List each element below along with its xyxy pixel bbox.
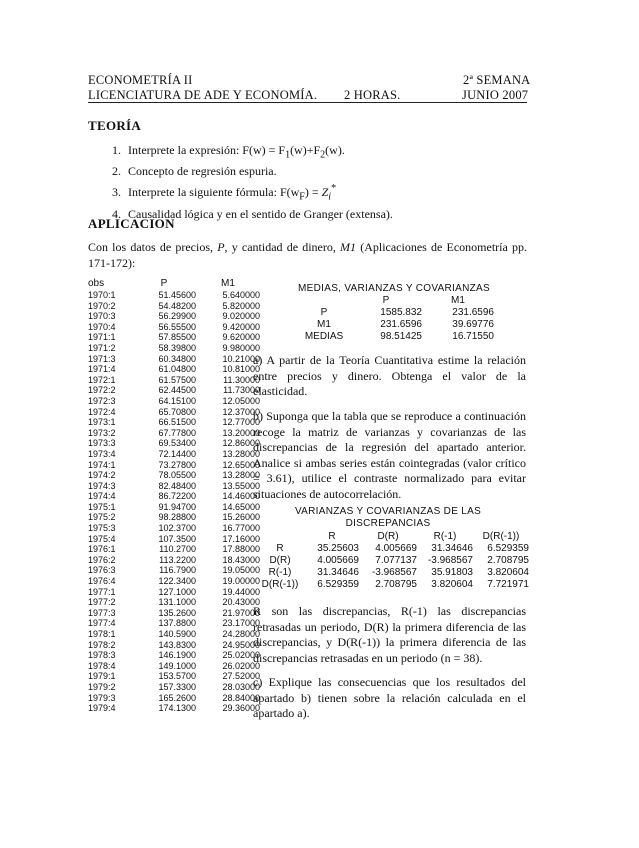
var-cell: 7.077137: [375, 555, 417, 566]
data-table-row: [88, 544, 260, 555]
money-cell: 17.88000: [222, 544, 260, 555]
var-row-label: D(R): [269, 555, 291, 566]
var-cell: 2.708795: [487, 555, 529, 566]
obs-period-cell: 1976:3: [88, 565, 116, 576]
stats-table: [298, 295, 494, 343]
obs-period-cell: 1978:4: [88, 660, 116, 671]
var-table-row: [255, 579, 529, 591]
money-cell: 9.420000: [222, 321, 260, 332]
stats-row-label: P: [320, 307, 328, 318]
price-cell: 57.85500: [158, 332, 196, 343]
application-intro: Con los datos de precios, P, y cantidad de dinero, M1 (Aplicaciones de Econometría pp. 171-172):: [88, 240, 527, 270]
obs-period-cell: 1970:4: [88, 321, 116, 332]
data-table-row: [88, 396, 260, 407]
money-cell: 24.95000: [222, 639, 260, 650]
money-cell: 14.65000: [222, 501, 260, 512]
price-cell: 91.94700: [158, 501, 196, 512]
obs-period-cell: 1974:1: [88, 459, 116, 470]
obs-period-cell: 1979:2: [88, 681, 116, 692]
price-cell: 86.72200: [158, 491, 196, 502]
money-cell: 24.28000: [222, 629, 260, 639]
var-row-label: R: [276, 543, 284, 554]
obs-period-cell: 1976:4: [88, 576, 116, 587]
price-cell: 146.1900: [158, 650, 196, 661]
price-cell: 122.3400: [158, 576, 196, 587]
money-cell: 29.36000: [222, 703, 260, 714]
data-table-row: [88, 343, 260, 354]
obs-period-cell: 1975:4: [88, 533, 116, 544]
theory-questions: [104, 142, 393, 223]
obs-period-cell: 1972:4: [88, 406, 116, 417]
stats-row-label: M1: [317, 319, 331, 330]
price-cell: 56.29900: [158, 311, 196, 322]
money-cell: 21.97000: [222, 607, 260, 618]
money-cell: 9.620000: [222, 332, 260, 343]
price-cell: 61.57500: [158, 374, 196, 385]
obs-period-cell: 1971:4: [88, 364, 116, 375]
price-cell: 60.34800: [158, 353, 196, 364]
col-header-m1: M1: [221, 278, 235, 289]
course-title: ECONOMETRÍA II: [88, 73, 193, 87]
price-cell: 149.1000: [158, 660, 196, 671]
money-cell: 12.77000: [222, 417, 260, 428]
money-cell: 15.26000: [222, 512, 260, 523]
var-cell: -3.968567: [427, 555, 473, 566]
money-cell: 11.73000: [223, 385, 260, 396]
data-table-row: [88, 385, 260, 396]
price-cell: 116.7900: [159, 565, 196, 576]
var-table-row: [255, 543, 529, 555]
money-cell: 25.02000: [222, 650, 260, 661]
money-cell: 18.43000: [222, 554, 260, 565]
question-c: c) Explique las consecuencias que los resultados del apartado b) tienen sobre la relación calculada en el apartado a).: [253, 675, 526, 720]
var-cell: 6.529359: [317, 579, 359, 590]
price-cell: 58.39800: [158, 342, 196, 353]
money-cell: 9.980000: [222, 342, 260, 353]
data-table-row: [88, 640, 260, 651]
money-cell: 5.640000: [222, 290, 260, 300]
money-cell: 13.28000: [222, 470, 260, 481]
price-cell: 54.48200: [158, 300, 196, 311]
obs-period-cell: 1979:1: [88, 671, 116, 682]
obs-period-cell: 1970:2: [88, 300, 116, 311]
data-table-row: [88, 460, 260, 471]
obs-period-cell: 1975:2: [88, 512, 116, 523]
obs-period-cell: 1972:1: [88, 374, 116, 385]
stats-cell: 16.71550: [452, 331, 494, 342]
obs-period-cell: 1977:2: [88, 597, 116, 608]
obs-period-cell: 1971:2: [88, 342, 116, 353]
data-table-row: [88, 481, 260, 492]
discrepancy-note: R son las discrepancias, R(-1) las discrepancias retrasadas un periodo, D(R) la primera diferencia de las discrepancias, y D(R(-1)) la primera diferencia de las discrepancias retrasadas en un periodo (n = 38).: [253, 604, 526, 665]
money-cell: 13.55000: [222, 480, 260, 491]
stats-cell: 231.6596: [452, 307, 494, 318]
data-table-row: [88, 502, 260, 513]
price-cell: 61.04800: [158, 364, 196, 375]
duration-label: 2 HORAS.: [344, 88, 401, 102]
price-cell: 157.3300: [158, 681, 196, 692]
var-cell: 7.721971: [487, 579, 529, 590]
data-table-row: [88, 650, 260, 661]
obs-period-cell: 1979:4: [88, 703, 116, 714]
price-cell: 78.05500: [158, 470, 196, 481]
discrepancy-var-table: [255, 531, 529, 591]
obs-period-cell: 1978:3: [88, 650, 116, 661]
data-table-row: [88, 375, 260, 386]
theory-question-3: 3. Interprete la siguiente fórmula: $F(w_F) = Z_i^*$: [124, 180, 393, 205]
price-cell: 174.1300: [158, 703, 196, 714]
price-cell: 72.14400: [158, 448, 196, 459]
data-table-row: [88, 428, 260, 439]
degree-label: LICENCIATURA DE ADE Y ECONOMÍA.: [88, 88, 318, 102]
money-cell: 12.37000: [222, 406, 260, 417]
stats-cell: 39.69776: [452, 319, 494, 330]
obs-period-cell: 1970:1: [88, 290, 116, 300]
data-table-row: [88, 449, 260, 460]
price-cell: 51.45600: [158, 290, 196, 300]
obs-period-cell: 1975:1: [88, 501, 116, 512]
data-table-row: [88, 523, 260, 534]
price-cell: 73.27800: [158, 459, 196, 470]
obs-period-cell: 1974:3: [88, 480, 116, 491]
money-cell: 19.44000: [222, 586, 260, 597]
money-cell: 19.00000: [222, 576, 260, 587]
obs-period-cell: 1975:3: [88, 523, 116, 534]
theory-question-1: 1. Interprete la expresión: $F(w) = F_1(w)+F_2(w)$.: [124, 142, 393, 163]
data-table-row: [88, 682, 260, 693]
data-table-row: [88, 438, 260, 449]
data-table-row: [88, 290, 260, 301]
var-cell: 3.820604: [431, 579, 473, 590]
stats-cell: 231.6596: [380, 319, 422, 330]
money-cell: 23.17000: [222, 618, 260, 629]
price-cell: 62.44500: [158, 385, 196, 396]
price-cell: 135.2600: [158, 607, 196, 618]
stats-row-label: MEDIAS: [304, 331, 344, 342]
header-rule: [88, 102, 527, 103]
var-header: R(-1): [433, 531, 457, 542]
var-header: D(R(-1)): [482, 531, 520, 542]
var-cell: 35.91803: [431, 567, 473, 578]
var-row-label: D(R(-1)): [261, 579, 299, 590]
var-header: D(R): [377, 531, 399, 542]
stats-row: [298, 331, 494, 343]
price-cell: 143.8300: [158, 639, 196, 650]
stats-cell: 1585.832: [380, 307, 422, 318]
theory-question-4: 4. Causalidad lógica y en el sentido de Granger (extensa).: [124, 206, 393, 223]
exam-date: JUNIO 2007: [462, 88, 529, 102]
money-cell: 13.20000: [222, 427, 260, 438]
obs-period-cell: 1971:3: [88, 353, 116, 364]
stats-table-header: [298, 295, 494, 307]
price-cell: 113.2200: [159, 554, 196, 565]
obs-period-cell: 1977:1: [88, 586, 116, 597]
stats-cell: 98.51425: [380, 331, 422, 342]
price-cell: 140.5900: [158, 629, 196, 639]
data-table-row: [88, 555, 260, 566]
money-cell: 10.21000: [222, 353, 260, 364]
stats-row: [298, 307, 494, 319]
obs-period-cell: 1973:1: [88, 417, 116, 428]
data-table-row: [88, 693, 260, 704]
price-cell: 98.28800: [158, 512, 196, 523]
data-table-row: [88, 407, 260, 418]
data-table-row: [88, 491, 260, 502]
data-table-row: [88, 311, 260, 322]
data-table-row: [88, 301, 260, 312]
data-table-row: [88, 629, 260, 640]
question-b: b) Suponga que la tabla que se reproduce a continuación recoge la matriz de varianzas y covarianzas de las discrepancias de la regresión del apartado anterior. Analice si ambas series están cointegradas (valor crítico = 3.61), utilice el contraste normalizado para evitar situaciones de autocorrelación.: [253, 409, 526, 501]
var-cell: 4.005669: [317, 555, 359, 566]
price-cell: 82.48400: [158, 480, 196, 491]
stats-table-title: MEDIAS, VARIANZAS Y COVARIANZAS: [298, 283, 490, 294]
data-table-row: [88, 565, 260, 576]
data-table-row: [88, 417, 260, 428]
price-cell: 127.1000: [158, 586, 196, 597]
obs-period-cell: 1978:1: [88, 629, 116, 639]
money-cell: 20.43000: [222, 597, 260, 608]
price-cell: 110.2700: [159, 544, 196, 555]
money-cell: 12.86000: [222, 438, 260, 449]
obs-period-cell: 1973:2: [88, 427, 116, 438]
money-cell: 28.03000: [222, 681, 260, 692]
money-cell: 27.52000: [222, 671, 260, 682]
data-table-row: [88, 576, 260, 587]
obs-period-cell: 1974:2: [88, 470, 116, 481]
price-cell: 56.55500: [158, 321, 196, 332]
var-header: R: [328, 531, 336, 542]
var-table-row: [255, 555, 529, 567]
var-cell: 35.25603: [317, 543, 359, 554]
col-header-obs: obs: [88, 278, 105, 289]
stats-header-m1: M1: [451, 295, 465, 306]
obs-period-cell: 1978:2: [88, 639, 116, 650]
money-cell: 16.77000: [222, 523, 260, 534]
price-cell: 137.8800: [158, 618, 196, 629]
var-table-header: [255, 531, 529, 543]
var-cell: 31.34646: [431, 543, 473, 554]
obs-period-cell: 1974:4: [88, 491, 116, 502]
var-cell: 4.005669: [375, 543, 417, 554]
data-table-row: [88, 322, 260, 333]
obs-period-cell: 1971:1: [88, 332, 116, 343]
price-cell: 65.70800: [158, 406, 196, 417]
data-table-row: [88, 512, 260, 523]
data-table-row: [88, 661, 260, 672]
money-cell: 19.05000: [222, 565, 260, 576]
data-table-row: [88, 332, 260, 343]
obs-period-cell: 1977:4: [88, 618, 116, 629]
money-cell: 13.28000: [222, 448, 260, 459]
price-cell: 131.1000: [158, 597, 196, 608]
var-cell: 31.34646: [317, 567, 359, 578]
price-cell: 165.2600: [158, 692, 196, 703]
var-row-label: R(-1): [268, 567, 292, 578]
money-cell: 10.81000: [222, 364, 260, 375]
price-cell: 64.15100: [158, 395, 196, 406]
price-cell: 102.3700: [158, 523, 196, 534]
data-table-row: [88, 618, 260, 629]
money-cell: 17.16000: [222, 533, 260, 544]
money-cell: 28.84000: [222, 692, 260, 703]
price-cell: 66.51500: [158, 417, 196, 428]
price-cell: 153.5700: [158, 671, 196, 682]
var-cell: 3.820604: [487, 567, 529, 578]
data-table-row: [88, 587, 260, 598]
var-table-title: VARIANZAS Y COVARIANZAS DE LAS DISCREPANCIAS: [294, 506, 482, 529]
data-table-row: [88, 534, 260, 545]
stats-row: [298, 319, 494, 331]
price-cell: 69.53400: [158, 438, 196, 449]
var-cell: -3.968567: [371, 567, 417, 578]
money-cell: 12.65000: [222, 459, 260, 470]
obs-period-cell: 1976:2: [88, 554, 116, 565]
question-a: a) A partir de la Teoría Cuantitativa estime la relación entre precios y dinero. Obtenga el valor de la elasticidad.: [253, 353, 526, 398]
data-table-row: [88, 364, 260, 375]
obs-period-cell: 1973:4: [88, 448, 116, 459]
data-table-row: [88, 470, 260, 481]
data-table-header: [88, 278, 260, 290]
theory-heading: TEORÍA: [88, 118, 142, 133]
money-cell: 11.30000: [223, 374, 260, 385]
price-cell: 67.77800: [158, 427, 196, 438]
data-table-row: [88, 703, 260, 714]
obs-period-cell: 1972:3: [88, 395, 116, 406]
obs-period-cell: 1977:3: [88, 607, 116, 618]
data-table-row: [88, 354, 260, 365]
theory-question-2: 2. Concepto de regresión espuria.: [124, 163, 393, 180]
data-table-row: [88, 671, 260, 682]
price-cell: 107.3500: [158, 533, 196, 544]
data-table-row: [88, 608, 260, 619]
obs-period-cell: 1976:1: [88, 544, 116, 555]
money-cell: 5.820000: [222, 300, 260, 311]
application-heading: APLICACION: [88, 216, 175, 231]
col-header-p: P: [160, 278, 168, 289]
price-money-data-table: [88, 278, 260, 714]
money-cell: 14.46000: [222, 491, 260, 502]
var-cell: 6.529359: [487, 543, 529, 554]
var-table-row: [255, 567, 529, 579]
var-cell: 2.708795: [375, 579, 417, 590]
money-cell: 26.02000: [222, 660, 260, 671]
obs-period-cell: 1979:3: [88, 692, 116, 703]
money-cell: 12.05000: [222, 395, 260, 406]
obs-period-cell: 1973:3: [88, 438, 116, 449]
stats-header-p: P: [382, 295, 390, 306]
obs-period-cell: 1972:2: [88, 385, 116, 396]
data-table-row: [88, 597, 260, 608]
week-label: 2ª SEMANA: [463, 73, 531, 87]
obs-period-cell: 1970:3: [88, 311, 116, 322]
money-cell: 9.020000: [222, 311, 260, 322]
